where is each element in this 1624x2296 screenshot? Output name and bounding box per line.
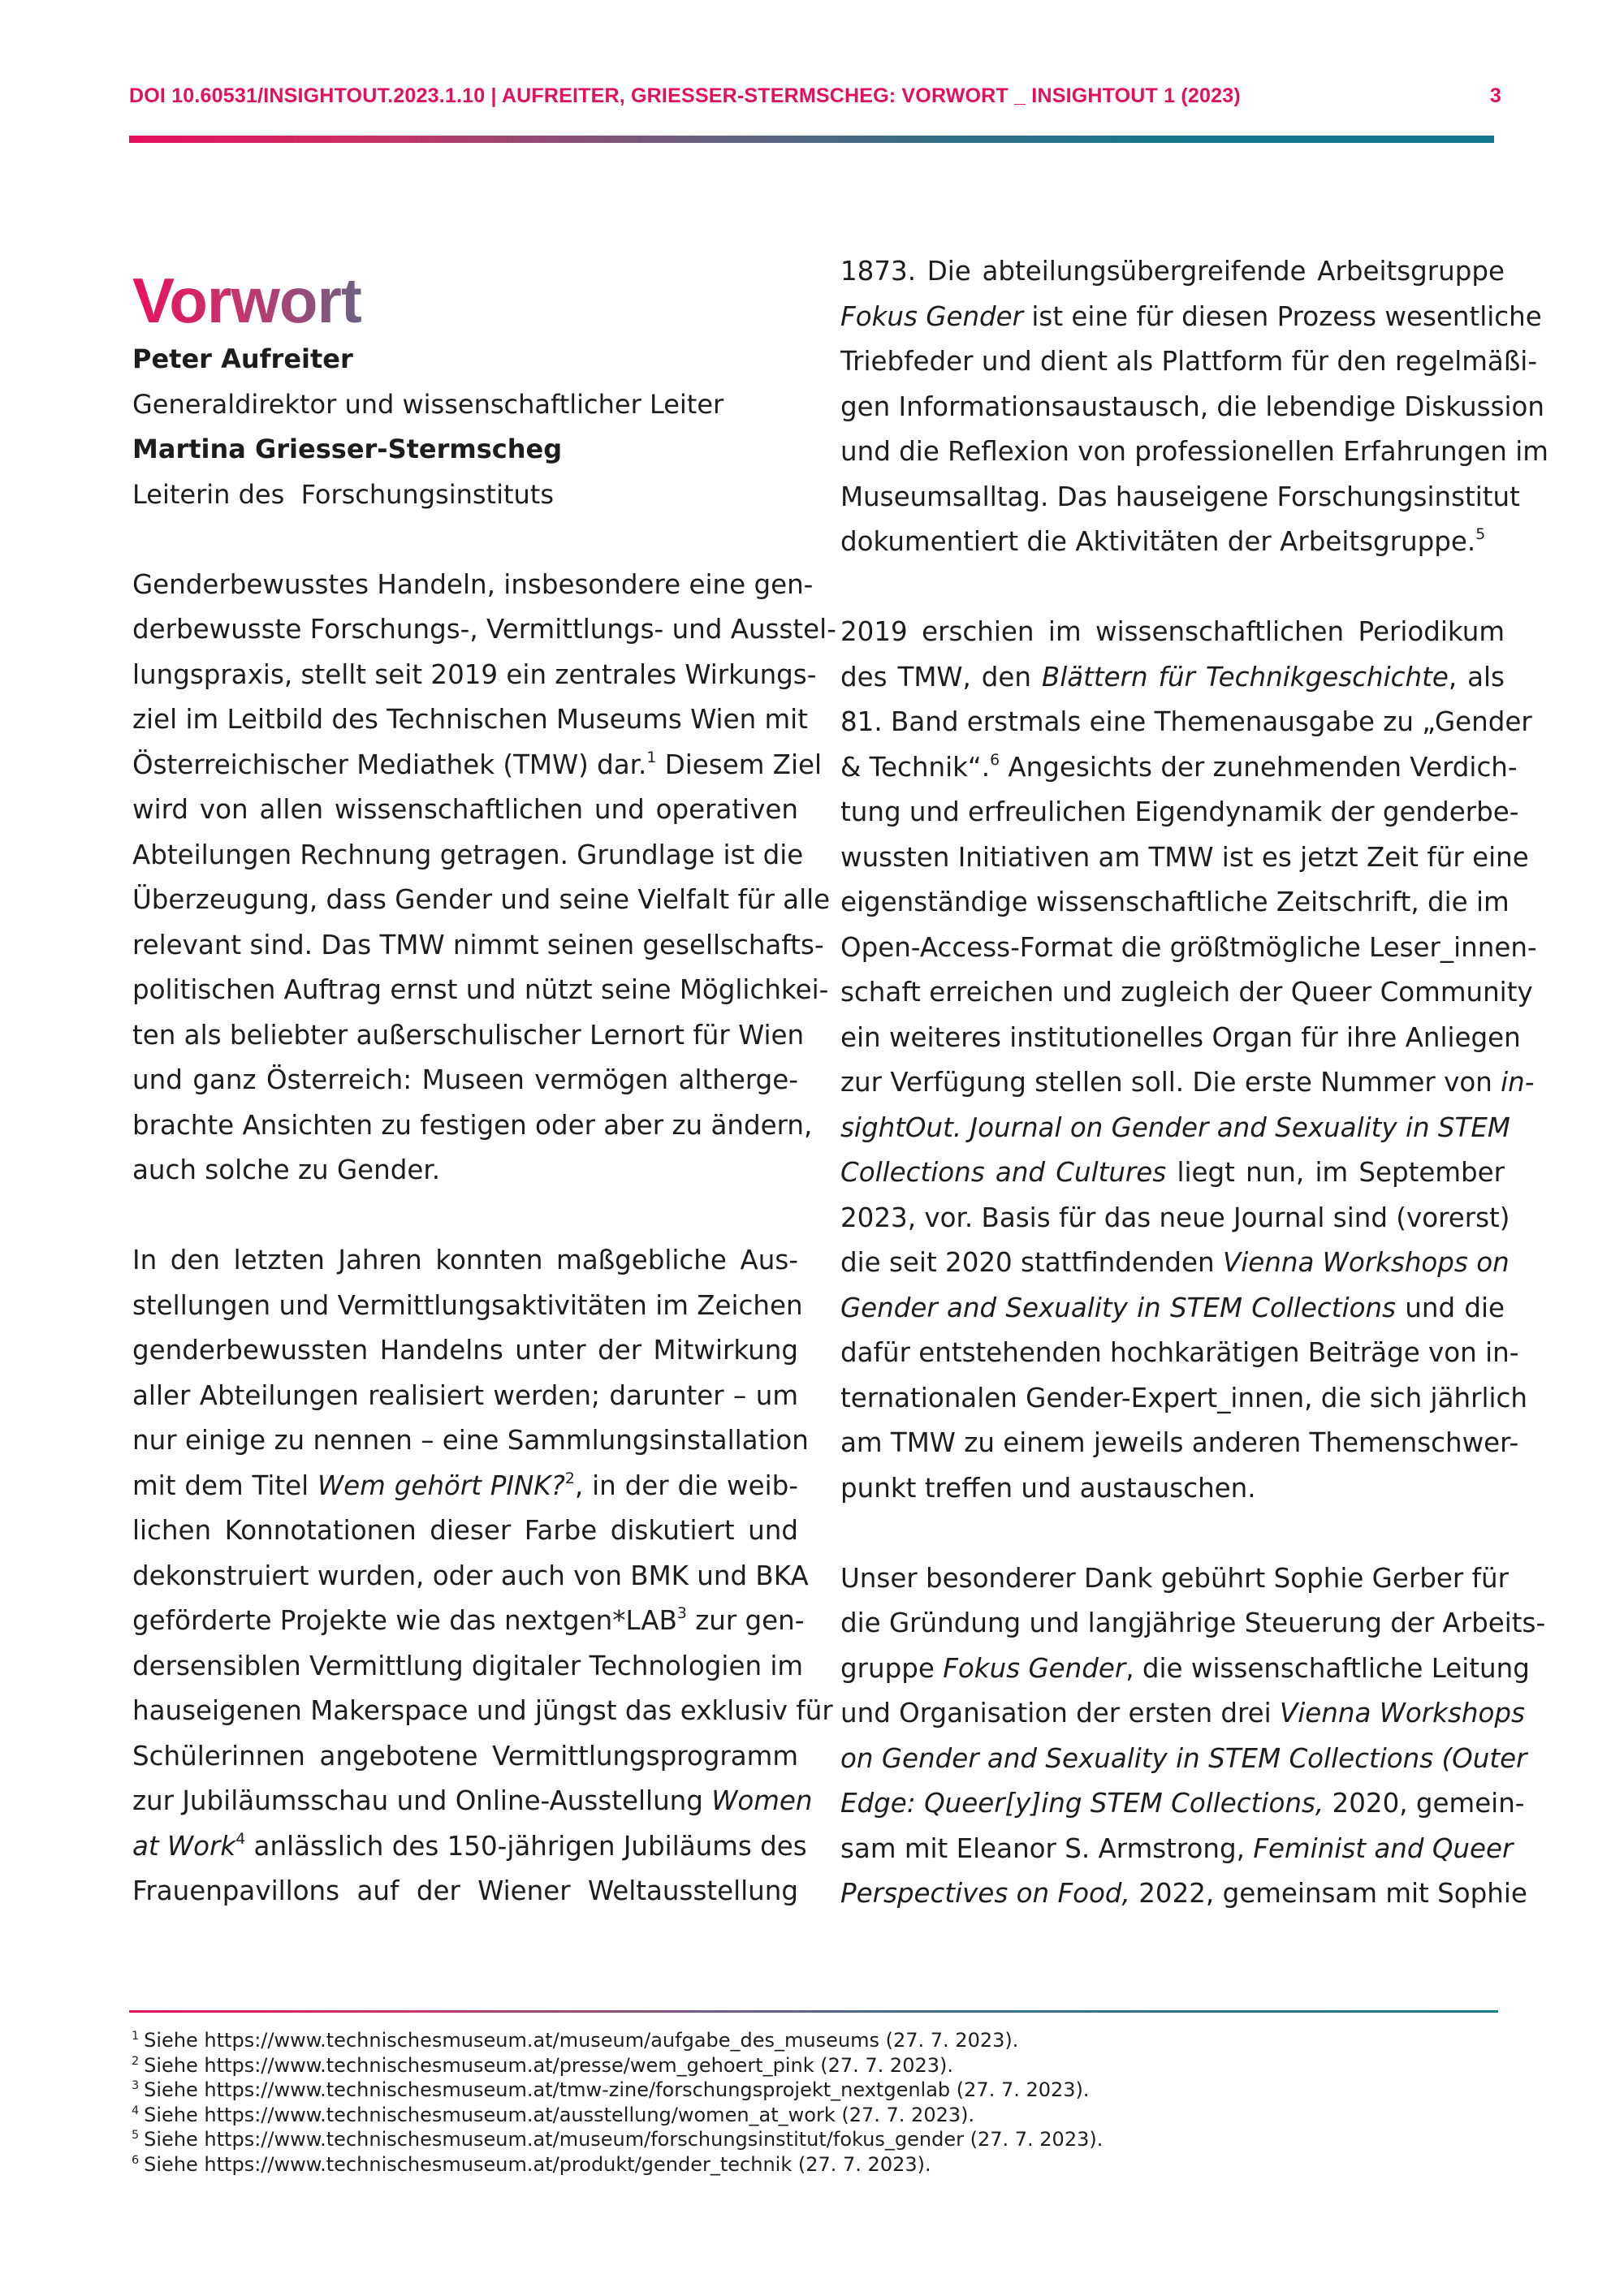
body-paragraph [840, 1556, 1546, 1917]
text-line: at Work$^4$ anlässlich des 150-jährigen Jubiläums des [132, 1830, 807, 1862]
footnote-number: 6 [132, 2153, 140, 2167]
text-line: aller Abteilungen realisiert werden; darunter – um [132, 1379, 798, 1411]
text-line: 2019 erschien im wissenschaftlichen Periodikum [840, 616, 1505, 647]
text-line: zur Jubiläumsschau und Online-Ausstellung Women [132, 1785, 813, 1816]
running-head-doi: DOI 10.60531/INSIGHTOUT.2023.1.10 | AUFREITER, GRIESSER-STERMSCHEG: VORWORT _ INSIGHTOUT 1 (2023) [129, 84, 1241, 107]
footnote-item [132, 2028, 1504, 2053]
text-line: stellungen und Vermittlungsaktivitäten im Zeichen [132, 1289, 803, 1321]
header-gradient-rule [129, 136, 1494, 143]
text-line: gen Informationsaustausch, die lebendige Diskussion [840, 391, 1545, 422]
text-line: 81. Band erstmals eine Themenausgabe zu „Gender [840, 706, 1532, 737]
text-line: am TMW zu einem jeweils anderen Themenschwer- [840, 1427, 1519, 1458]
text-line: brachte Ansichten zu festigen oder aber zu ändern, [132, 1109, 813, 1141]
text-line: mit dem Titel Wem gehört PINK?$^2$, in der die weib- [132, 1470, 798, 1501]
text-line: Fokus Gender ist eine für diesen Prozess wesentliche [840, 300, 1542, 332]
text-line: Österreichischer Mediathek (TMW) dar.$^1$ Diesem Ziel [132, 749, 823, 780]
text-line: wussten Initiativen am TMW ist es jetzt Zeit für eine [840, 841, 1529, 873]
text-line: hauseigenen Makerspace und jüngst das exklusiv für [132, 1695, 833, 1726]
text-line: dekonstruiert wurden, oder auch von BMK und BKA [132, 1560, 809, 1591]
author-role: Leiterin des Forschungsinstituts [132, 478, 555, 510]
text-line: Frauenpavillons auf der Wiener Weltausstellung [132, 1875, 798, 1906]
text-line: Edge: Queer[y]ing STEM Collections, 2020, gemein- [840, 1788, 1525, 1819]
text-line: und Organisation der ersten drei Vienna Workshops [840, 1698, 1525, 1728]
footnote-text[interactable]: Siehe https://www.technischesmuseum.at/museum/aufgabe_des_museums (27. 7. 2023). [144, 2029, 1019, 2052]
footnote-item [132, 2078, 1504, 2103]
text-line: Triebfeder und dient als Plattform für den regelmäßi- [840, 346, 1538, 377]
body-paragraph [132, 563, 836, 1193]
footnote-item [132, 2152, 1504, 2177]
footnote-ref[interactable]: 6 [990, 751, 1000, 769]
text-line: dokumentiert die Aktivitäten der Arbeitsgruppe.$^5$ [840, 525, 1486, 557]
footnote-item [132, 2103, 1504, 2128]
footnote-ref[interactable]: 4 [235, 1830, 246, 1848]
text-line: derbewusste Forschungs-, Vermittlungs- und Ausstel- [132, 614, 836, 645]
footnote-text[interactable]: Siehe https://www.technischesmuseum.at/presse/wem_gehoert_pink (27. 7. 2023). [144, 2053, 953, 2077]
footnote-text[interactable]: Siehe https://www.technischesmuseum.at/ausstellung/women_at_work (27. 7. 2023). [144, 2103, 975, 2126]
text-line: auch solche zu Gender. [132, 1154, 441, 1185]
text-line: des TMW, den Blättern für Technikgeschichte, als [840, 661, 1505, 693]
text-line: die Gründung und langjährige Steuerung der Arbeits- [840, 1608, 1546, 1638]
text-line: eigenständige wissenschaftliche Zeitschrift, die im [840, 887, 1510, 917]
footnote-text[interactable]: Siehe https://www.technischesmuseum.at/produkt/gender_technik (27. 7. 2023). [144, 2152, 931, 2176]
text-line: ein weiteres institutionelles Organ für ihre Anliegen [840, 1021, 1521, 1053]
footnote-number: 1 [132, 2030, 140, 2044]
text-line: gruppe Fokus Gender, die wissenschaftliche Leitung [840, 1652, 1530, 1684]
footnote-ref[interactable]: 1 [646, 749, 657, 766]
text-line: nur einige zu nennen – eine Sammlungsinstallation [132, 1425, 809, 1456]
author-name: Peter Aufreiter [132, 343, 353, 374]
text-line: punkt treffen und austauschen. [840, 1472, 1256, 1504]
text-line: dersensiblen Vermittlung digitaler Technologien im [132, 1650, 804, 1681]
body-paragraph [840, 610, 1537, 1511]
footnote-item [132, 2053, 1504, 2078]
text-line: Abteilungen Rechnung getragen. Grundlage ist die [132, 839, 804, 870]
text-line: Collections and Cultures liegt nun, im September [840, 1157, 1505, 1188]
footnote-number: 4 [132, 2104, 140, 2117]
text-line: geförderte Projekte wie das nextgen*LAB$^3$ zur gen- [132, 1604, 805, 1636]
text-line: politischen Auftrag ernst und nützt seine Möglichkei- [132, 974, 829, 1005]
page-number: 3 [1489, 84, 1501, 107]
text-line: Gender and Sexuality in STEM Collections und die [840, 1292, 1505, 1323]
text-line: Überzeugung, dass Gender und seine Vielfalt für alle [132, 884, 831, 915]
text-line: und die Reflexion von professionellen Erfahrungen im [840, 436, 1548, 467]
article-title: Vorwort [132, 265, 361, 336]
text-line: Museumsalltag. Das hauseigene Forschungsinstitut [840, 481, 1520, 512]
text-line: relevant sind. Das TMW nimmt seinen gesellschafts- [132, 929, 824, 960]
text-line: Unser besonderer Dank gebührt Sophie Gerber für [840, 1562, 1509, 1594]
text-line: Schülerinnen angebotene Vermittlungsprogramm [132, 1740, 798, 1772]
footnote-divider [129, 2010, 1498, 2013]
footnote-item [132, 2127, 1504, 2152]
footnote-text[interactable]: Siehe https://www.technischesmuseum.at/tmw-zine/forschungsprojekt_nextgenlab (27. 7. 2023). [144, 2078, 1090, 2101]
text-line: sam mit Eleanor S. Armstrong, Feminist and Queer [840, 1832, 1514, 1864]
author-name: Martina Griesser-Stermscheg [132, 434, 563, 464]
left-column [132, 249, 836, 1914]
running-head [129, 84, 1501, 110]
text-line: & Technik“.$^6$ Angesichts der zunehmenden Verdich- [840, 751, 1518, 783]
text-line: und ganz Österreich: Museen vermögen altherge- [132, 1064, 798, 1095]
text-line: ternationalen Gender-Expert_innen, die sich jährlich [840, 1382, 1527, 1413]
body-paragraph [840, 249, 1548, 565]
text-line: 2023, vor. Basis für das neue Journal sind (vorerst) [840, 1202, 1510, 1233]
text-line: ten als beliebter außerschulischer Lernort für Wien [132, 1019, 805, 1051]
footnote-ref[interactable]: 5 [1475, 525, 1486, 543]
text-line: lungspraxis, stellt seit 2019 ein zentrales Wirkungs- [132, 658, 817, 690]
footnote-number: 3 [132, 2079, 140, 2093]
footnote-number: 5 [132, 2129, 140, 2143]
text-line: wird von allen wissenschaftlichen und operativen [132, 794, 798, 825]
text-line: schaft erreichen und zugleich der Queer Community [840, 977, 1533, 1008]
author-block [132, 337, 798, 517]
author-role: Generaldirektor und wissenschaftlicher Leiter [132, 388, 724, 420]
text-line: tung und erfreulichen Eigendynamik der genderbe- [840, 796, 1519, 827]
body-paragraph [132, 1238, 833, 1914]
footnote-ref[interactable]: 3 [676, 1604, 687, 1622]
footnote-text[interactable]: Siehe https://www.technischesmuseum.at/museum/forschungsinstitut/fokus_gender (27. 7. 2023). [144, 2128, 1104, 2151]
text-line: sightOut. Journal on Gender and Sexuality in STEM [840, 1111, 1510, 1143]
text-line: die seit 2020 stattfindenden Vienna Workshops on [840, 1247, 1510, 1278]
footnotes [132, 2028, 1504, 2177]
text-line: Perspectives on Food, 2022, gemeinsam mit Sophie [840, 1878, 1527, 1909]
text-line: 1873. Die abteilungsübergreifende Arbeitsgruppe [840, 256, 1505, 287]
text-line: genderbewussten Handelns unter der Mitwirkung [132, 1335, 798, 1366]
text-line: Open-Access-Format die größtmögliche Leser_innen- [840, 931, 1537, 963]
text-line: Genderbewusstes Handeln, insbesondere eine gen- [132, 568, 814, 600]
footnote-number: 2 [132, 2054, 140, 2068]
text-line: In den letzten Jahren konnten maßgebliche Aus- [132, 1245, 798, 1275]
footnote-ref[interactable]: 2 [564, 1470, 575, 1487]
text-line: dafür entstehenden hochkarätigen Beiträge von in- [840, 1337, 1519, 1368]
right-column [840, 249, 1548, 1917]
text-line: zur Verfügung stellen soll. Die erste Nummer von in- [840, 1067, 1535, 1098]
text-line: lichen Konnotationen dieser Farbe diskutiert und [132, 1515, 798, 1546]
text-line: ziel im Leitbild des Technischen Museums Wien mit [132, 704, 808, 735]
text-line: on Gender and Sexuality in STEM Collections (Outer [840, 1742, 1527, 1774]
